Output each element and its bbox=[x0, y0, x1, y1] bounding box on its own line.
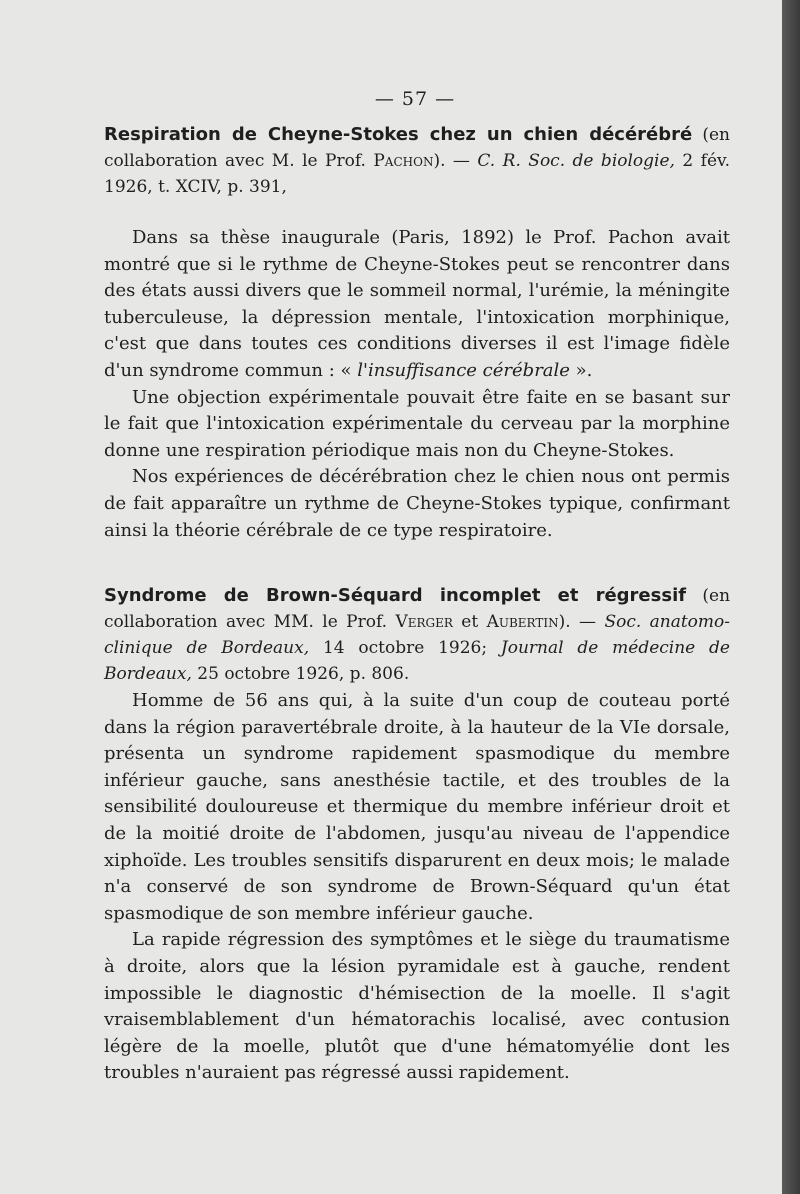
entry-heading bbox=[104, 122, 730, 200]
reference-date: 14 octobre 1926; bbox=[309, 638, 501, 658]
paragraph: Homme de 56 ans qui, à la suite d'un coup de couteau porté dans la région paravertébrale droite, à la hauteur de la VIe dorsale, présenta un syndrome rapidement spasmodique du membre inférieur gauche, sans anesthésie tactile, et des troubles de la sensibilité douloureuse et thermique du membre inférieur droit et de la moitié droite de l'abdomen, jusqu'au niveau de l'appendice xiphoïde. Les troubles sensitifs disparurent en deux mois; le malade n'a conservé de son syndrome de Brown-Séquard qu'un état spasmodique de son membre inférieur gauche. bbox=[104, 690, 730, 924]
reference-text: (en collaboration avec MM. le Prof. bbox=[104, 586, 731, 632]
reference-date: 2 fév. 1926, t. XCIV, p. 391, bbox=[104, 151, 731, 197]
entry-title: Syndrome de Brown-Séquard incomplet et régressif bbox=[104, 585, 687, 606]
reference-text: (en collaboration avec M. le Prof. bbox=[104, 125, 730, 171]
journal-name: C. R. Soc. de biologie, bbox=[477, 151, 675, 171]
entry-title: Respiration de Cheyne-Stokes chez un chien décérébré bbox=[104, 124, 693, 145]
coauthor-name: Pachon bbox=[373, 151, 434, 171]
page-edge bbox=[782, 0, 800, 1194]
page-number: — 57 — bbox=[374, 88, 456, 110]
paragraph: La rapide régression des symptômes et le siège du traumatisme à droite, alors que la lésion pyramidale est à gauche, rendent impossible le diagnostic d'hémisection de la moelle. Il s'agit vraisemblablement d'un hématorachis localisé, avec contusion légère de la moelle, plutôt que d'une hématomyélie dont les troubles n'auraient pas régressé aussi rapidement. bbox=[104, 929, 730, 1084]
entry-heading bbox=[104, 583, 730, 687]
entry-body bbox=[104, 688, 730, 1087]
journal-name: Soc. anatomo-clinique de Bordeaux, bbox=[104, 612, 731, 658]
emphasis-text: l'insuffisance cérébrale bbox=[357, 359, 570, 381]
coauthor-name: Verger bbox=[395, 612, 453, 632]
reference-text: ). — bbox=[558, 612, 605, 632]
paragraph-text: ». bbox=[569, 359, 593, 381]
coauthor-name: Aubertin bbox=[486, 612, 559, 632]
reference-text: ). — bbox=[433, 151, 478, 171]
paragraph: Nos expériences de décérébration chez le chien nous ont permis de fait apparaître un rythme de Cheyne-Stokes typique, confirmant ainsi la théorie cérébrale de ce type respiratoire. bbox=[104, 466, 730, 541]
entry-body bbox=[104, 225, 730, 544]
paragraph bbox=[104, 225, 730, 385]
journal-name: Journal de médecine de Bordeaux, bbox=[104, 638, 730, 684]
paragraph-text: Dans sa thèse inaugurale (Paris, 1892) le Prof. Pachon avait montré que si le rythme de Cheyne-Stokes peut se rencontrer dans des états aussi divers que le sommeil normal, l'urémie, la méningite tuberculeuse, la dépression mentale, l'intoxication morphinique, c'est que dans toutes ces conditions diverses il est l'image fidèle d'un syndrome commun : « bbox=[104, 227, 730, 381]
reference-text: et bbox=[452, 612, 487, 632]
reference-date: 25 octobre 1926, p. 806. bbox=[191, 664, 410, 684]
paragraph: Une objection expérimentale pouvait être faite en se basant sur le fait que l'intoxication expérimentale du cerveau par la morphine donne une respiration périodique mais non du Cheyne-Stokes. bbox=[104, 386, 730, 461]
